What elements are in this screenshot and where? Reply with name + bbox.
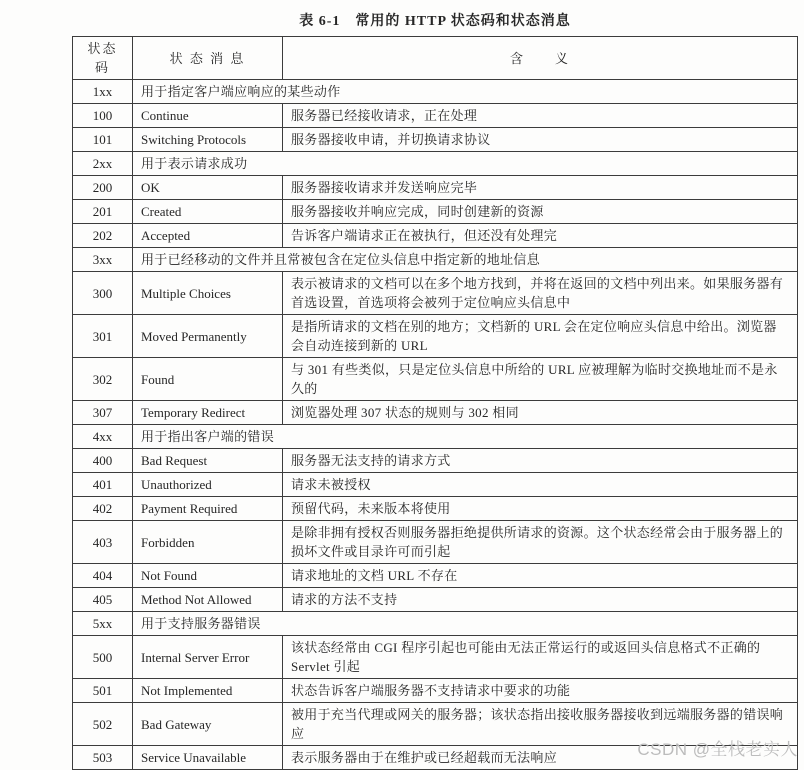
section-description: 用于已经移动的文件并且常被包含在定位头信息中指定新的地址信息 [133, 248, 798, 272]
status-code: 500 [73, 636, 133, 679]
status-code: 1xx [73, 80, 133, 104]
status-row [73, 200, 798, 224]
status-code: 302 [73, 358, 133, 401]
status-message: Not Implemented [133, 679, 283, 703]
section-description: 用于支持服务器错误 [133, 612, 798, 636]
status-meaning: 是除非拥有授权否则服务器拒绝提供所请求的资源。这个状态经常会由于服务器上的损坏文件或目录许可而引起 [283, 521, 798, 564]
status-meaning: 请求未被授权 [283, 473, 798, 497]
status-code: 200 [73, 176, 133, 200]
watermark: CSDN @全栈老实人 [637, 740, 798, 759]
status-code: 201 [73, 200, 133, 224]
section-row [73, 612, 798, 636]
status-row [73, 521, 798, 564]
status-message: Temporary Redirect [133, 401, 283, 425]
status-message: Bad Gateway [133, 703, 283, 746]
status-row [73, 315, 798, 358]
status-code: 401 [73, 473, 133, 497]
status-code: 202 [73, 224, 133, 248]
section-description: 用于指出客户端的错误 [133, 425, 798, 449]
status-message: Bad Request [133, 449, 283, 473]
table-body [73, 80, 798, 770]
status-meaning: 被用于充当代理或网关的服务器；该状态指出接收服务器接收到远端服务器的错误响应 [283, 703, 798, 746]
status-message: Method Not Allowed [133, 588, 283, 612]
status-message: Service Unavailable [133, 746, 283, 770]
status-message: Unauthorized [133, 473, 283, 497]
status-meaning: 表示服务器由于在维护或已经超载而无法响应 [283, 746, 798, 770]
header-status-code: 状态码 [73, 37, 133, 80]
section-description: 用于表示请求成功 [133, 152, 798, 176]
status-code: 503 [73, 746, 133, 770]
status-code: 5xx [73, 612, 133, 636]
header-row [73, 37, 798, 80]
status-code: 404 [73, 564, 133, 588]
status-code: 405 [73, 588, 133, 612]
status-row [73, 358, 798, 401]
status-row [73, 224, 798, 248]
status-row [73, 176, 798, 200]
status-meaning: 该状态经常由 CGI 程序引起也可能由无法正常运行的或返回头信息格式不正确的 Servlet 引起 [283, 636, 798, 679]
status-row [73, 636, 798, 679]
status-code: 301 [73, 315, 133, 358]
status-message: Continue [133, 104, 283, 128]
status-row [73, 272, 798, 315]
table-title: 表 6-1 常用的 HTTP 状态码和状态消息 [299, 14, 571, 29]
status-message: OK [133, 176, 283, 200]
http-status-table [72, 36, 798, 770]
status-code: 4xx [73, 425, 133, 449]
status-message: Moved Permanently [133, 315, 283, 358]
status-message: Switching Protocols [133, 128, 283, 152]
status-code: 501 [73, 679, 133, 703]
status-code: 2xx [73, 152, 133, 176]
status-meaning: 预留代码，未来版本将使用 [283, 497, 798, 521]
status-message: Internal Server Error [133, 636, 283, 679]
status-message: Created [133, 200, 283, 224]
status-row [73, 473, 798, 497]
status-code: 3xx [73, 248, 133, 272]
status-meaning: 是指所请求的文档在别的地方；文档新的 URL 会在定位响应头信息中给出。浏览器会自动连接到新的 URL [283, 315, 798, 358]
header-status-message: 状 态 消 息 [133, 37, 283, 80]
status-row [73, 104, 798, 128]
section-row [73, 152, 798, 176]
status-meaning: 告诉客户端请求正在被执行，但还没有处理完 [283, 224, 798, 248]
header-meaning: 含 义 [283, 37, 798, 80]
status-code: 101 [73, 128, 133, 152]
status-meaning: 服务器无法支持的请求方式 [283, 449, 798, 473]
status-code: 100 [73, 104, 133, 128]
section-description: 用于指定客户端应响应的某些动作 [133, 80, 798, 104]
status-message: Multiple Choices [133, 272, 283, 315]
status-row [73, 449, 798, 473]
status-meaning: 请求的方法不支持 [283, 588, 798, 612]
section-row [73, 80, 798, 104]
section-row [73, 425, 798, 449]
status-meaning: 服务器已经接收请求，正在处理 [283, 104, 798, 128]
status-meaning: 表示被请求的文档可以在多个地方找到，并将在返回的文档中列出来。如果服务器有首选设置，首选项将会被列于定位响应头信息中 [283, 272, 798, 315]
status-meaning: 服务器接收并响应完成，同时创建新的资源 [283, 200, 798, 224]
section-row [73, 248, 798, 272]
status-code: 403 [73, 521, 133, 564]
status-message: Payment Required [133, 497, 283, 521]
status-message: Not Found [133, 564, 283, 588]
status-row [73, 497, 798, 521]
status-code: 300 [73, 272, 133, 315]
status-row [73, 128, 798, 152]
status-meaning: 服务器接收申请，并切换请求协议 [283, 128, 798, 152]
status-code: 307 [73, 401, 133, 425]
status-code: 502 [73, 703, 133, 746]
status-row [73, 588, 798, 612]
status-message: Accepted [133, 224, 283, 248]
status-code: 400 [73, 449, 133, 473]
status-row [73, 401, 798, 425]
status-message: Found [133, 358, 283, 401]
status-message: Forbidden [133, 521, 283, 564]
status-meaning: 与 301 有些类似，只是定位头信息中所给的 URL 应被理解为临时交换地址而不是永久的 [283, 358, 798, 401]
status-meaning: 请求地址的文档 URL 不存在 [283, 564, 798, 588]
status-code: 402 [73, 497, 133, 521]
status-row [73, 564, 798, 588]
status-meaning: 浏览器处理 307 状态的规则与 302 相同 [283, 401, 798, 425]
status-row [73, 679, 798, 703]
status-meaning: 服务器接收请求并发送响应完毕 [283, 176, 798, 200]
status-meaning: 状态告诉客户端服务器不支持请求中要求的功能 [283, 679, 798, 703]
